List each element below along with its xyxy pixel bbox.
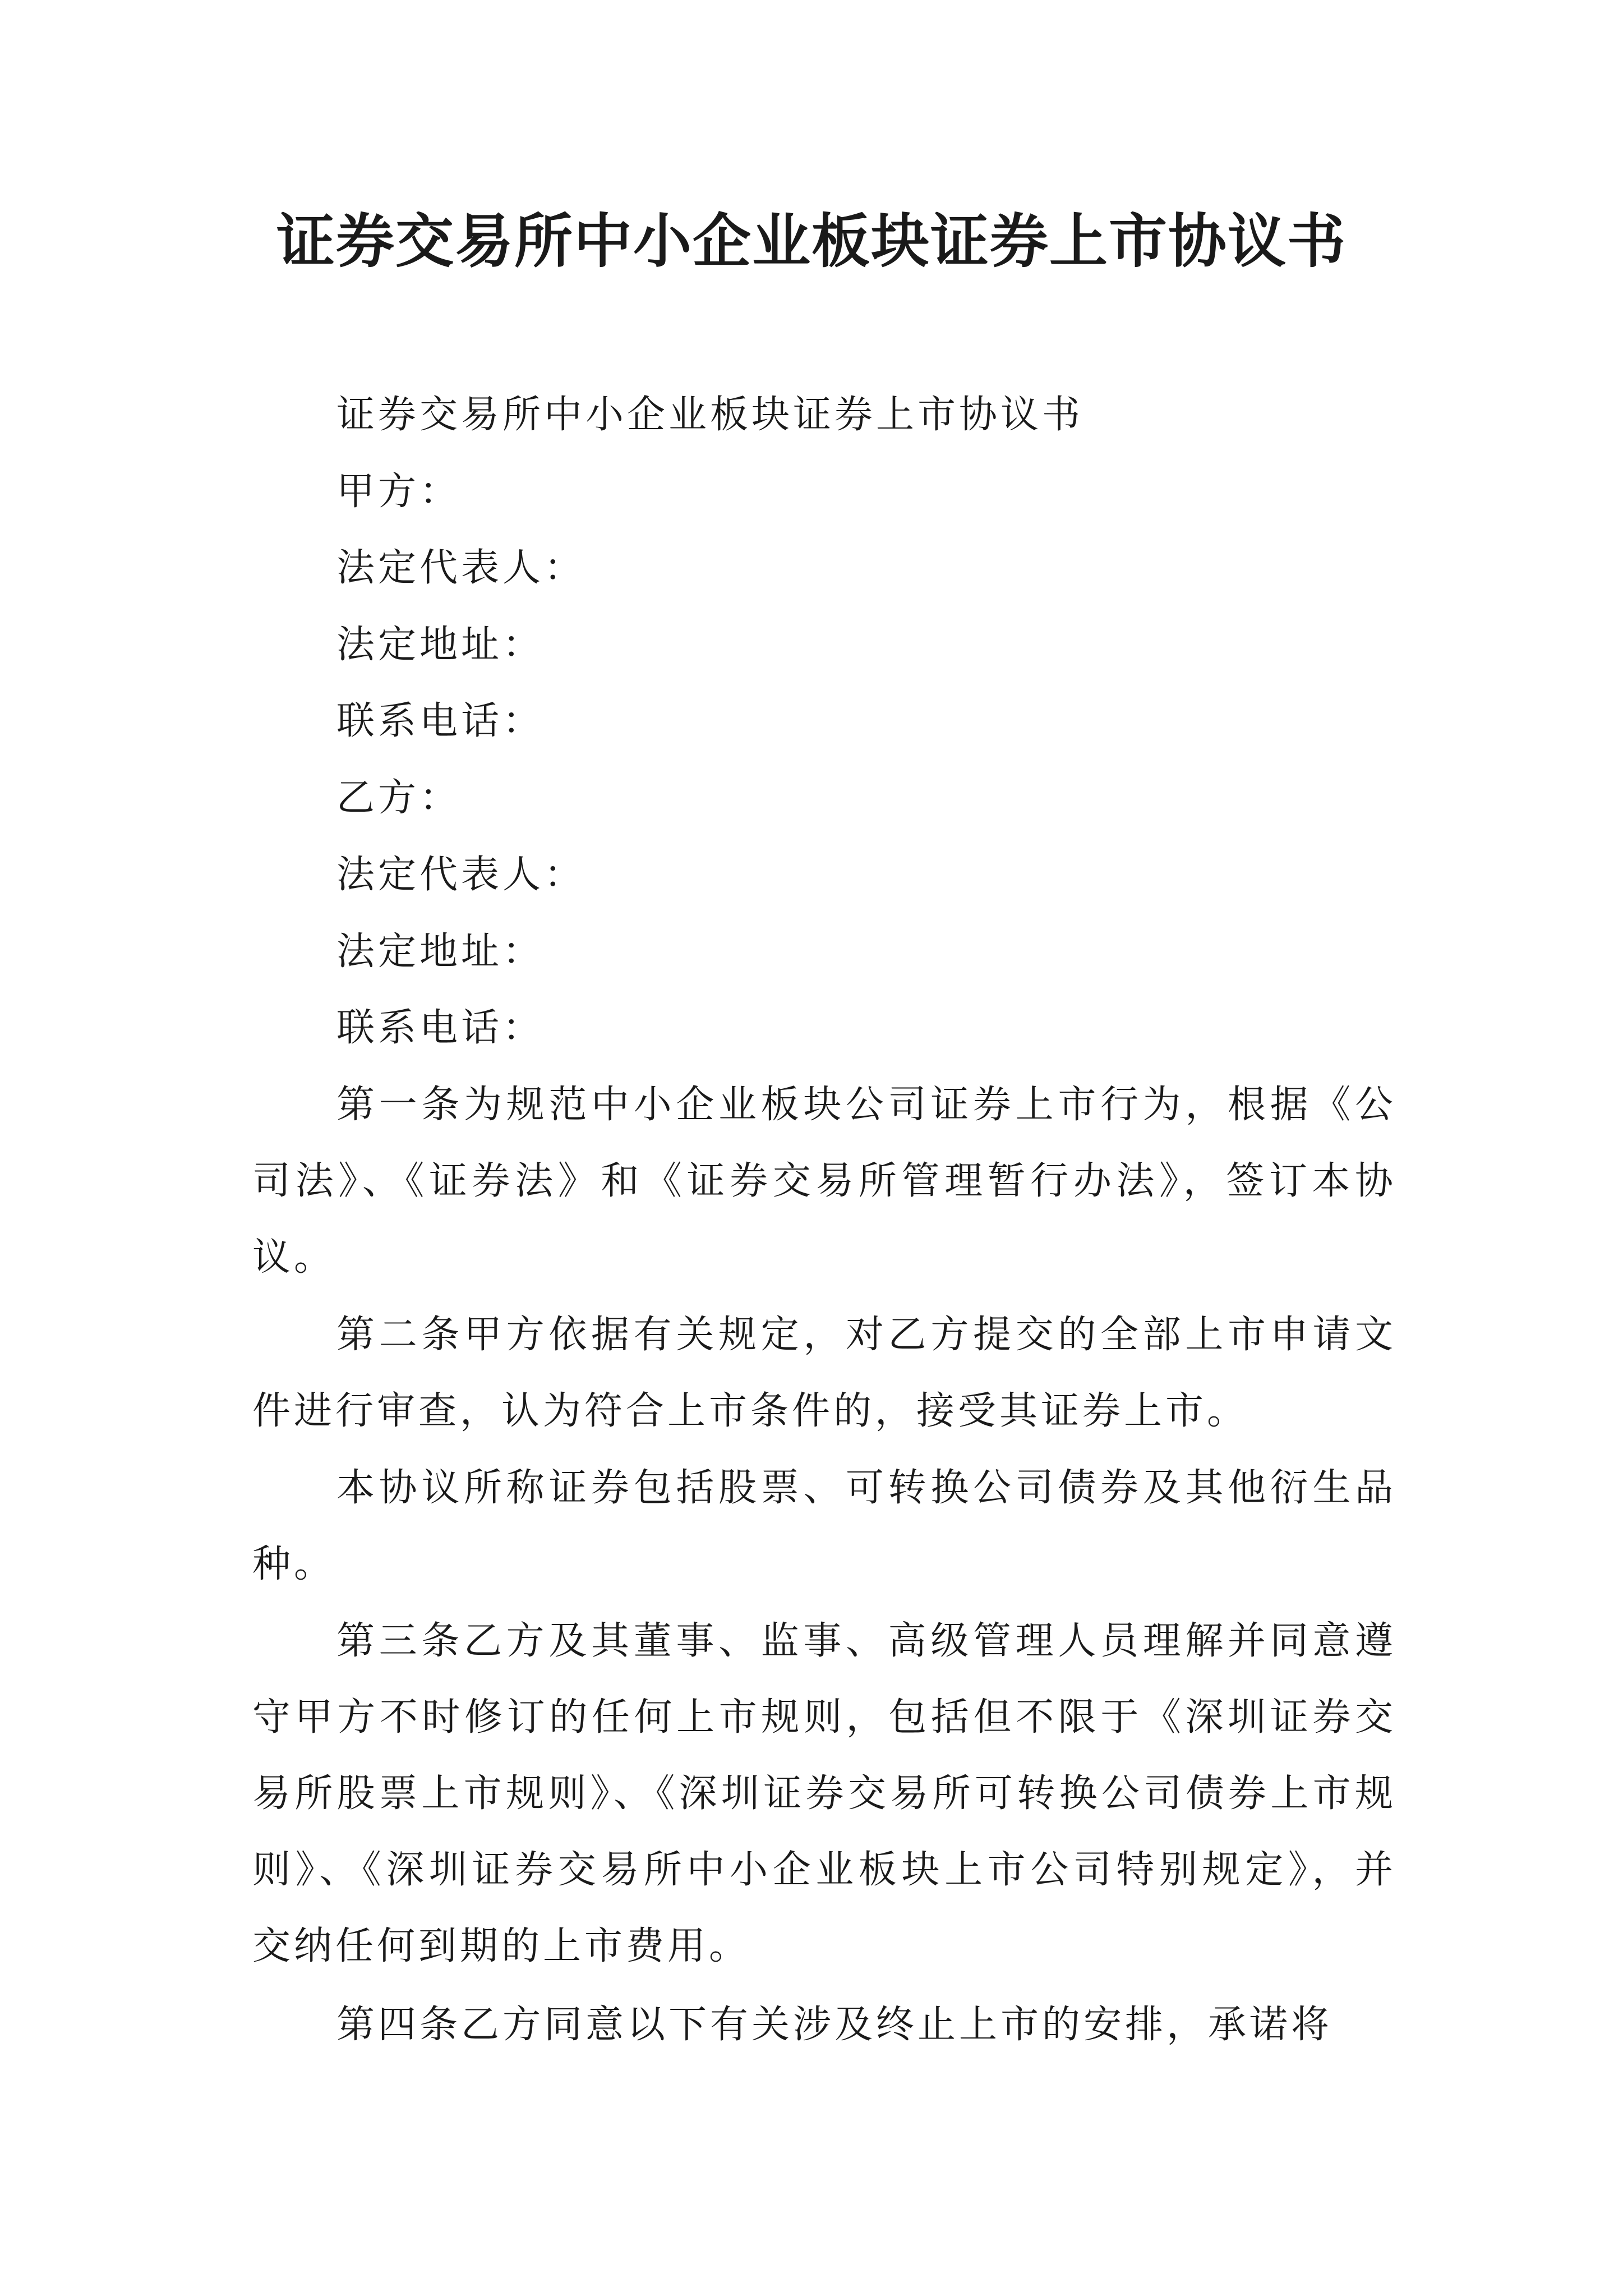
document-title: 证券交易所中小企业板块证券上市协议书: [276, 207, 1347, 275]
party-a-phone: 联系电话：: [336, 699, 545, 743]
party-a-legal-rep: 法定代表人：: [336, 546, 586, 590]
article-1-paragraph: 第一条为规范中小企业板块公司证券上市行为，根据《公司法》、《证券法》和《证券交易所管理暂行办法》，签订本协议。: [252, 1083, 1396, 1280]
party-b-legal-rep: 法定代表人：: [336, 853, 586, 897]
party-b-label: 乙方：: [336, 776, 462, 820]
article-2-paragraph: 第二条甲方依据有关规定，对乙方提交的全部上市申请文件进行审查，认为符合上市条件的，接受其证券上市。: [252, 1313, 1396, 1433]
article-4-paragraph: 第四条乙方同意以下有关涉及终止上市的安排，承诺将: [336, 2003, 1333, 2047]
article-3-paragraph: 第三条乙方及其董事、监事、高级管理人员理解并同意遵守甲方不时修订的任何上市规则，包括但不限于《深圳证券交易所股票上市规则》、《深圳证券交易所可转换公司债券上市规则》、《深圳证券交易所中小企业板块上市公司特别规定》，并交纳任何到期的上市费用。: [252, 1619, 1396, 1968]
agreement-subtitle: 证券交易所中小企业板块证券上市协议书: [336, 393, 1084, 437]
party-a-label: 甲方：: [336, 470, 462, 514]
party-b-legal-address: 法定地址：: [336, 930, 545, 974]
party-a-legal-address: 法定地址：: [336, 623, 545, 667]
securities-definition-paragraph: 本协议所称证券包括股票、可转换公司债券及其他衍生品种。: [252, 1466, 1396, 1586]
party-b-phone: 联系电话：: [336, 1006, 545, 1050]
